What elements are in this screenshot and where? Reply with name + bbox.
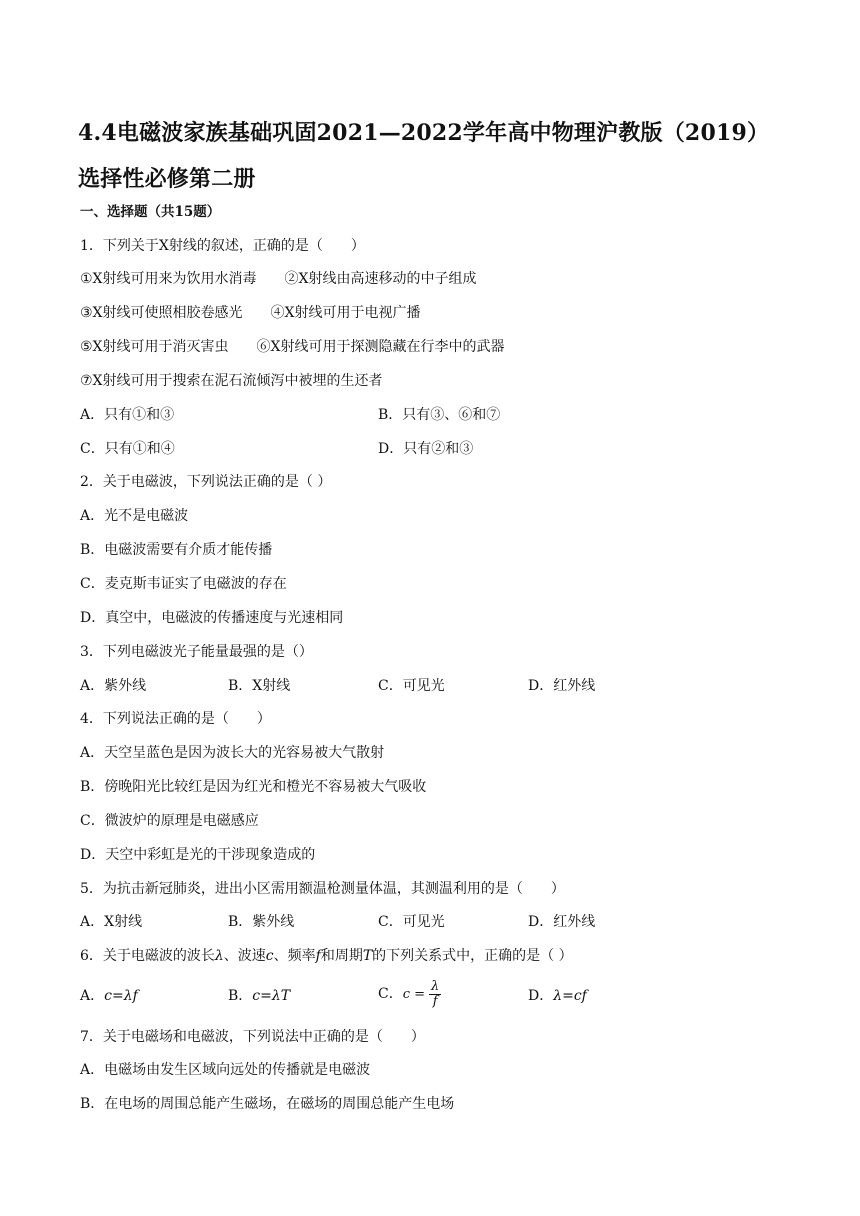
- question-1-option-b: B．只有③、⑥和⑦: [378, 407, 501, 423]
- question-5-option-d: D．红外线: [528, 914, 596, 930]
- question-1-statement: ①X射线可用来为饮用水消毒 ②X射线由高速移动的中子组成: [80, 271, 477, 287]
- question-6-option-b: B．c=λT: [228, 988, 291, 1004]
- question-5-option-b: B．紫外线: [228, 914, 295, 930]
- question-5-option-a: A．X射线: [80, 914, 143, 930]
- question-2-option-c: C．麦克斯韦证实了电磁波的存在: [80, 576, 287, 592]
- fraction: $\frac{\lambda}{f}$: [431, 978, 440, 1009]
- section-heading: 一、选择题（共15题）: [80, 204, 221, 220]
- question-4-option-a: A．天空呈蓝色是因为波长大的光容易被大气散射: [80, 745, 385, 761]
- question-4-option-b: B．傍晚阳光比较红是因为红光和橙光不容易被大气吸收: [80, 779, 427, 795]
- question-1-statement: ⑤X射线可用于消灭害虫 ⑥X射线可用于探测隐藏在行李中的武器: [80, 339, 505, 355]
- question-2-stem: 2．关于电磁波，下列说法正确的是（ ）: [80, 474, 332, 490]
- question-1-option-a: A．只有①和③: [80, 407, 175, 423]
- question-5-stem: 5．为抗击新冠肺炎，进出小区需用额温枪测量体温，其测温利用的是（ ）: [80, 881, 565, 897]
- question-4-option-d: D．天空中彩虹是光的干涉现象造成的: [80, 847, 316, 863]
- question-2-option-d: D．真空中，电磁波的传播速度与光速相同: [80, 610, 344, 626]
- question-7-stem: 7．关于电磁场和电磁波，下列说法中正确的是（ ）: [80, 1029, 425, 1045]
- question-3-option-a: A．紫外线: [80, 678, 147, 694]
- question-3-option-c: C．可见光: [378, 678, 445, 694]
- question-5-option-c: C．可见光: [378, 914, 445, 930]
- question-6-option-a: A．c=λf: [80, 988, 138, 1004]
- question-7-option-b: B．在电场的周围总能产生磁场，在磁场的周围总能产生电场: [80, 1096, 455, 1112]
- question-3-option-d: D．红外线: [528, 678, 596, 694]
- question-6-stem: 6．关于电磁波的波长λ、波速c、频率f和周期T的下列关系式中，正确的是（ ）: [80, 948, 573, 964]
- question-7-option-a: A．电磁场由发生区域向远处的传播就是电磁波: [80, 1062, 371, 1078]
- question-1-statement: ⑦X射线可用于搜索在泥石流倾泻中被埋的生还者: [80, 373, 383, 389]
- question-1-option-d: D．只有②和③: [378, 441, 474, 457]
- question-1-option-c: C．只有①和④: [80, 441, 175, 457]
- question-2-option-a: A．光不是电磁波: [80, 508, 189, 524]
- question-6-option-d: D．λ=cf: [528, 988, 587, 1004]
- question-4-option-c: C．微波炉的原理是电磁感应: [80, 813, 259, 829]
- question-2-option-b: B．电磁波需要有介质才能传播: [80, 542, 273, 558]
- question-3-option-b: B．X射线: [228, 678, 291, 694]
- question-4-stem: 4．下列说法正确的是（ ）: [80, 711, 271, 727]
- question-1-statement: ③X射线可使照相胶卷感光 ④X射线可用于电视广播: [80, 305, 421, 321]
- question-6-option-c: C．c = $\frac{\lambda}{f}$: [378, 978, 440, 1009]
- question-3-stem: 3．下列电磁波光子能量最强的是（）: [80, 644, 313, 660]
- question-1-stem: 1．下列关于X射线的叙述，正确的是（ ）: [80, 238, 365, 254]
- document-title: 4.4电磁波家族基础巩固2021—2022学年高中物理沪教版（2019）选择性必修第二册: [78, 120, 770, 192]
